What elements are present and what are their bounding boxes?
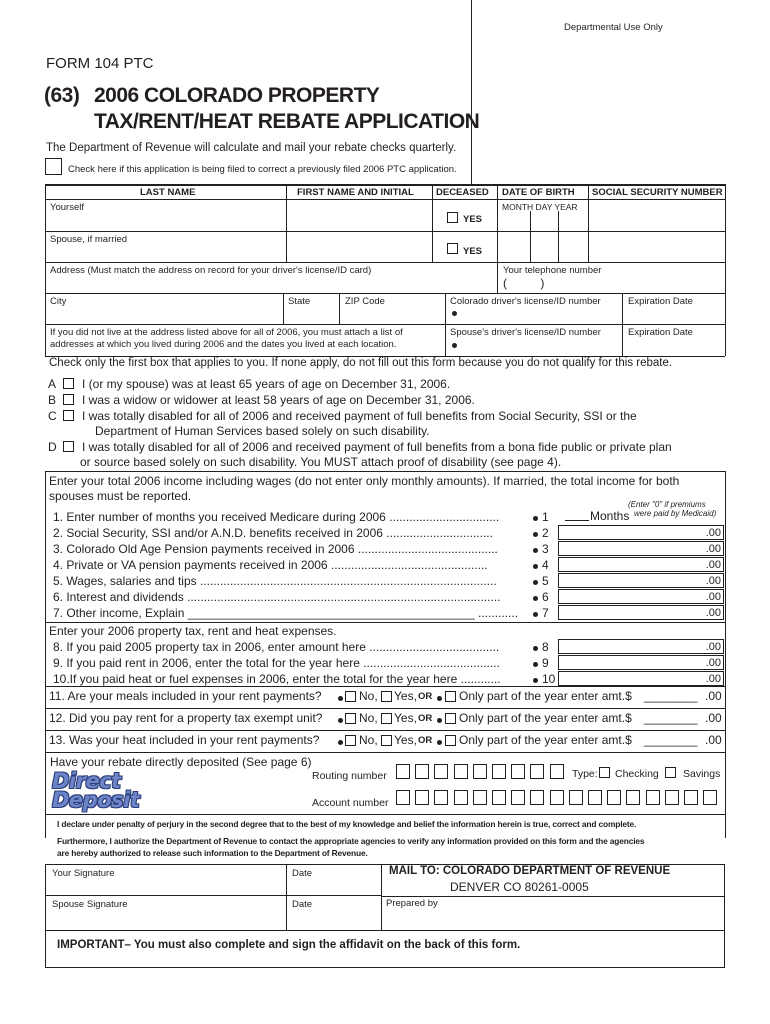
income-line-6-label: 6. Interest and dividends ..............................................................................................: [53, 590, 501, 604]
rule: [45, 471, 725, 472]
or-label: OR: [418, 735, 433, 746]
digit-box[interactable]: [396, 764, 410, 779]
digit-box[interactable]: [646, 790, 660, 805]
date-label-2: Date: [292, 899, 313, 910]
col-dob: DATE OF BIRTH: [502, 187, 575, 198]
rule: [45, 730, 725, 731]
income-line-2-amount[interactable]: [558, 525, 724, 540]
line-number-10: 10: [542, 672, 556, 686]
line-number-5: 5: [542, 574, 549, 588]
required-dot: [533, 662, 538, 667]
yes-label: Yes,: [394, 711, 417, 725]
no-label: No,: [359, 689, 378, 703]
qualify-b-letter: B: [48, 393, 57, 407]
partial-year-label: Only part of the year enter amt.$: [459, 733, 632, 747]
table-top-rule: [45, 184, 725, 186]
correction-checkbox[interactable]: [45, 158, 62, 175]
qualify-a-checkbox[interactable]: [63, 378, 74, 389]
qualify-d-letter: D: [48, 440, 57, 454]
deceased-spouse-checkbox[interactable]: [447, 243, 458, 254]
digit-box[interactable]: [550, 764, 564, 779]
savings-checkbox[interactable]: [665, 767, 676, 778]
property-line-8-label: 8. If you paid 2005 property tax in 2006, enter amount here .......................................: [53, 640, 500, 654]
qualify-c-letter: C: [48, 409, 57, 423]
digit-box[interactable]: [415, 764, 429, 779]
rule: [339, 293, 340, 324]
digit-box[interactable]: [511, 790, 525, 805]
required-dot: [533, 596, 538, 601]
qualify-intro: Check only the first box that applies to you. If none apply, do not fill out this form because you do not qualify for this rebate.: [49, 357, 673, 369]
rule: [286, 864, 287, 930]
partial-year-label: Only part of the year enter amt.$: [459, 711, 632, 725]
required-dot: [437, 696, 442, 701]
digit-box[interactable]: [434, 764, 448, 779]
cents-label: .00: [705, 733, 722, 747]
property-line-9-label: 9. If you paid rent in 2006, enter the total for the year here .........................................: [53, 656, 500, 670]
rule: [588, 185, 589, 263]
rule: [45, 231, 725, 232]
income-line-5-label: 5. Wages, salaries and tips .........................................................................................: [53, 574, 497, 588]
digit-box[interactable]: [473, 790, 487, 805]
cents-label: .00: [705, 711, 722, 725]
checking-checkbox[interactable]: [599, 767, 610, 778]
required-dot: [338, 740, 343, 745]
zip-label: ZIP Code: [345, 296, 385, 307]
form-number: FORM 104 PTC: [46, 55, 154, 72]
spouse-dl-label: Spouse's driver's license/ID number: [450, 327, 601, 338]
months-blank[interactable]: [565, 520, 589, 521]
rule: [381, 864, 382, 930]
qualify-b-text: I was a widow or widower at least 58 years of age on December 31, 2006.: [82, 393, 475, 407]
digit-box[interactable]: [492, 764, 506, 779]
rule: [45, 622, 725, 623]
mail-to-line2: DENVER CO 80261-0005: [450, 880, 589, 894]
rule: [45, 814, 725, 815]
question-12-partial-checkbox[interactable]: [445, 713, 456, 724]
income-line-3-amount[interactable]: [558, 541, 724, 556]
declaration-line3: are hereby authorized to release such information to the Department of Revenue.: [57, 848, 368, 858]
qualify-d-text-line1: I was totally disabled for all of 2006 and received payment of full benefits from a bona fide public or private plan: [82, 440, 672, 454]
required-dot: [533, 564, 538, 569]
medicaid-note-line1: (Enter "0" if premiums: [628, 500, 706, 509]
property-intro: Enter your 2006 property tax, rent and heat expenses.: [49, 624, 337, 638]
digit-box[interactable]: [415, 790, 429, 805]
expiration-label: Expiration Date: [628, 296, 693, 307]
qualify-a-letter: A: [48, 377, 57, 391]
rule: [45, 324, 725, 325]
cents-label: .00: [705, 591, 721, 603]
date-label: Date: [292, 868, 313, 879]
address-label: Address (Must match the address on record for your driver's license/ID card): [50, 265, 372, 276]
col-last-name: LAST NAME: [140, 187, 196, 198]
income-line-4-label: 4. Private or VA pension payments received in 2006 ...............................................: [53, 558, 488, 572]
partial-year-label: Only part of the year enter amt.$: [459, 689, 632, 703]
digit-box[interactable]: [569, 790, 583, 805]
partial-amount-blank[interactable]: ________: [644, 711, 698, 725]
yes-label: YES: [463, 214, 483, 225]
income-intro-line1: Enter your total 2006 income including wages (do not enter only monthly amounts). If married, the total income for both: [49, 474, 680, 488]
rule: [283, 293, 284, 324]
required-dot: [533, 532, 538, 537]
qualify-d-text-line2: or source based solely on such disability. You MUST attach proof of disability (see page 4).: [80, 455, 562, 469]
table-right-border: [725, 184, 726, 356]
question-13-partial-checkbox[interactable]: [445, 735, 456, 746]
line-number-2: 2: [542, 526, 549, 540]
declaration-line1: I declare under penalty of perjury in the second degree that to the best of my knowledge and belief the information herein is true, correct and complete.: [57, 819, 637, 829]
table-left-border: [45, 184, 46, 356]
question-11-label: 11. Are your meals included in your rent payments?: [49, 689, 322, 703]
signature-box: [45, 864, 725, 968]
dept-use-label: Departmental Use Only: [564, 22, 663, 33]
rule: [725, 471, 726, 838]
checking-label: Checking: [615, 768, 659, 780]
rule: [45, 930, 725, 931]
required-dot: [533, 646, 538, 651]
rule: [45, 752, 725, 753]
rule: [286, 185, 287, 263]
prepared-by-label: Prepared by: [386, 898, 438, 909]
property-line-8-amount[interactable]: [558, 639, 724, 654]
rule: [530, 211, 531, 263]
col-deceased: DECEASED: [436, 187, 489, 198]
digit-box[interactable]: [530, 790, 544, 805]
medicaid-note-line2: were paid by Medicaid): [634, 509, 717, 518]
direct-deposit-logo-line2: Deposit: [52, 788, 140, 812]
subtitle: The Department of Revenue will calculate and mail your rebate checks quarterly.: [46, 142, 457, 154]
question-11-partial-checkbox[interactable]: [445, 691, 456, 702]
income-line-2-label: 2. Social Security, SSI and/or A.N.D. benefits received in 2006 ................................: [53, 526, 493, 540]
line-number-7: 7: [542, 606, 549, 620]
question-13-yes-checkbox[interactable]: [381, 735, 392, 746]
digit-box[interactable]: [492, 790, 506, 805]
question-12-no-checkbox[interactable]: [345, 713, 356, 724]
qualify-c-text-line1: I was totally disabled for all of 2006 and received payment of full benefits from Social Security, SSI or the: [82, 409, 637, 423]
state-label: State: [288, 296, 311, 307]
form-code: (63): [44, 84, 80, 107]
important-notice: IMPORTANT– You must also complete and sign the affidavit on the back of this form.: [57, 939, 521, 951]
partial-amount-blank[interactable]: ________: [644, 733, 698, 747]
digit-box[interactable]: [665, 790, 679, 805]
digit-box[interactable]: [550, 790, 564, 805]
rule: [45, 708, 725, 709]
question-12-label: 12. Did you pay rent for a property tax exempt unit?: [49, 711, 323, 725]
rule: [45, 262, 725, 263]
rule: [45, 686, 725, 687]
qualify-d-checkbox[interactable]: [63, 441, 74, 452]
qualify-c-text-line2: Department of Human Services based solely on such disability.: [95, 424, 430, 438]
cents-label: .00: [705, 543, 721, 555]
income-line-1-label: 1. Enter number of months you received Medicare during 2006 .................................: [53, 510, 500, 524]
question-12-yes-checkbox[interactable]: [381, 713, 392, 724]
routing-label: Routing number: [312, 770, 387, 782]
rule: [45, 895, 382, 896]
required-dot: [533, 516, 538, 521]
digit-box[interactable]: [511, 764, 525, 779]
required-dot: [533, 580, 538, 585]
required-dot: [338, 696, 343, 701]
digit-box[interactable]: [607, 790, 621, 805]
line-number-1: 1: [542, 510, 549, 524]
income-line-6-amount[interactable]: [558, 589, 724, 604]
yes-label: Yes,: [394, 689, 417, 703]
rule: [432, 185, 433, 263]
your-signature-label: Your Signature: [52, 868, 115, 879]
digit-box[interactable]: [454, 790, 468, 805]
line-number-8: 8: [542, 640, 549, 654]
or-label: OR: [418, 713, 433, 724]
deceased-yourself-checkbox[interactable]: [447, 212, 458, 223]
mail-to-line1: MAIL TO: COLORADO DEPARTMENT OF REVENUE: [389, 865, 671, 877]
line-number-6: 6: [542, 590, 549, 604]
direct-deposit-logo-line1: Direct: [52, 769, 121, 793]
dob-subheader: MONTH DAY YEAR: [502, 202, 578, 212]
line-number-4: 4: [542, 558, 549, 572]
required-dot: [452, 311, 457, 316]
header-divider: [471, 0, 472, 185]
income-line-7-label: 7. Other income, Explain ___________________________________________ ............: [53, 606, 519, 620]
property-line-10-amount[interactable]: [558, 671, 724, 686]
address-notice-line1: If you did not live at the address listed above for all of 2006, you must attach a list of: [50, 327, 403, 338]
cents-label: .00: [705, 657, 721, 669]
digit-box[interactable]: [588, 790, 602, 805]
page-title-line2: TAX/RENT/HEAT REBATE APPLICATION: [94, 110, 480, 133]
question-11-yes-checkbox[interactable]: [381, 691, 392, 702]
line-number-9: 9: [542, 656, 549, 670]
income-intro-line2: spouses must be reported.: [49, 489, 192, 503]
cents-label: .00: [705, 607, 721, 619]
dl-label: Colorado driver's license/ID number: [450, 296, 601, 307]
required-dot: [452, 343, 457, 348]
type-label: Type:: [572, 768, 598, 780]
digit-box[interactable]: [626, 790, 640, 805]
digit-box[interactable]: [434, 790, 448, 805]
question-13-label: 13. Was your heat included in your rent payments?: [49, 733, 320, 747]
or-label: OR: [418, 691, 433, 702]
yourself-label: Yourself: [50, 202, 84, 213]
partial-amount-blank[interactable]: ________: [644, 689, 698, 703]
line-number-3: 3: [542, 542, 549, 556]
cents-label: .00: [705, 689, 722, 703]
spouse-label: Spouse, if married: [50, 234, 128, 245]
city-label: City: [50, 296, 67, 307]
property-line-9-amount[interactable]: [558, 655, 724, 670]
income-line-4-amount[interactable]: [558, 557, 724, 572]
cents-label: .00: [705, 641, 721, 653]
property-line-10-label: 10.If you paid heat or fuel expenses in 2006, enter the total for the year here ............: [53, 672, 501, 686]
rule: [381, 896, 725, 897]
required-dot: [437, 740, 442, 745]
digit-box[interactable]: [703, 790, 717, 805]
required-dot: [437, 718, 442, 723]
account-label: Account number: [312, 797, 389, 809]
rule: [497, 185, 498, 263]
question-11-no-checkbox[interactable]: [345, 691, 356, 702]
savings-label: Savings: [683, 768, 721, 780]
col-ssn: SOCIAL SECURITY NUMBER: [592, 187, 723, 198]
yes-label: Yes,: [394, 733, 417, 747]
rule: [558, 211, 559, 263]
required-dot: [533, 548, 538, 553]
declaration-line2: Furthermore, I authorize the Department of Revenue to contact the appropriate agencies to verify any information provided on this form and the agencies: [57, 836, 645, 846]
income-line-7-amount[interactable]: [558, 605, 724, 620]
col-first-name: FIRST NAME AND INITIAL: [297, 187, 414, 198]
qualify-b-checkbox[interactable]: [63, 394, 74, 405]
digit-box[interactable]: [684, 790, 698, 805]
cents-label: .00: [705, 575, 721, 587]
page-title-line1: 2006 COLORADO PROPERTY: [94, 84, 380, 107]
correction-label: Check here if this application is being filed to correct a previously filed 2006 PTC application.: [68, 164, 457, 175]
required-dot: [533, 612, 538, 617]
phone-area-code: ( ): [503, 276, 545, 290]
digit-box[interactable]: [396, 790, 410, 805]
no-label: No,: [359, 711, 378, 725]
required-dot: [338, 718, 343, 723]
question-13-no-checkbox[interactable]: [345, 735, 356, 746]
address-notice-line2: addresses at which you lived during 2006 and the dates you lived at each location.: [50, 339, 397, 350]
qualify-c-checkbox[interactable]: [63, 410, 74, 421]
months-label: Months: [590, 509, 630, 523]
cents-label: .00: [705, 527, 721, 539]
spouse-signature-label: Spouse Signature: [52, 899, 128, 910]
qualify-a-text: I (or my spouse) was at least 65 years of age on December 31, 2006.: [82, 377, 451, 391]
rule: [45, 199, 725, 200]
rule: [497, 262, 498, 293]
phone-label: Your telephone number: [503, 265, 602, 276]
expiration-label-2: Expiration Date: [628, 327, 693, 338]
deposit-heading: Have your rebate directly deposited (See page 6): [50, 755, 312, 769]
digit-box[interactable]: [454, 764, 468, 779]
cents-label: .00: [705, 673, 721, 685]
cents-label: .00: [705, 559, 721, 571]
income-line-3-label: 3. Colorado Old Age Pension payments received in 2006 ..........................................: [53, 542, 498, 556]
required-dot: [533, 678, 538, 683]
income-line-5-amount[interactable]: [558, 573, 724, 588]
yes-label: YES: [463, 246, 483, 257]
digit-box[interactable]: [473, 764, 487, 779]
no-label: No,: [359, 733, 378, 747]
rule: [45, 471, 46, 838]
rule: [45, 293, 725, 294]
digit-box[interactable]: [530, 764, 544, 779]
